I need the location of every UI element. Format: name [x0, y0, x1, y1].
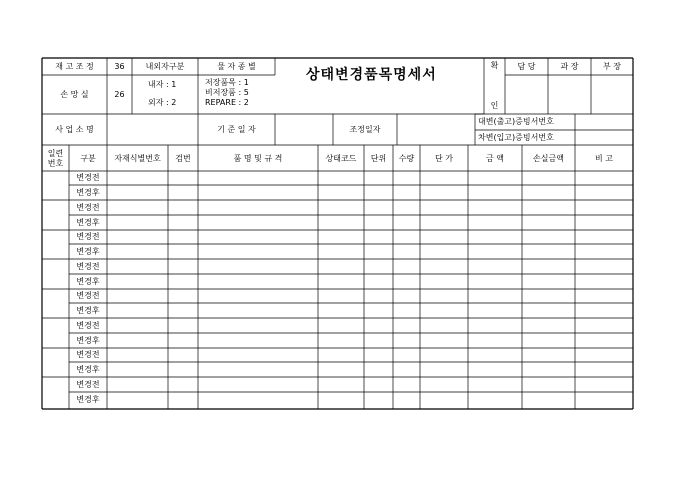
row-label: 변경전 [76, 173, 100, 182]
confirm-label-bottom: 인 [490, 101, 499, 110]
debit-voucher-label: 대변(출고)증빙서번호 [478, 117, 554, 126]
col-status-code: 상태코드 [325, 154, 357, 163]
adjustment-value: 36 [114, 62, 125, 71]
row-label: 변경전 [76, 203, 100, 212]
category-label: 물 자 종 별 [217, 62, 256, 71]
adjust-date-label: 조정일자 [349, 125, 381, 134]
category-code-2: 비저장품 : 5 [205, 88, 249, 97]
foreign-code: 외자 : 2 [148, 98, 177, 107]
category-code-1: 저장품목 : 1 [205, 78, 249, 87]
col-quantity: 수량 [398, 154, 415, 163]
row-label: 변경후 [76, 218, 100, 227]
row-label: 변경전 [76, 380, 100, 389]
col-type: 구분 [80, 154, 96, 163]
domestic-code: 내자 : 1 [148, 80, 177, 89]
origin-label: 내외자구분 [145, 62, 185, 71]
base-date-label: 기 준 일 자 [217, 125, 256, 134]
serial-header-line1: 일련 [47, 149, 64, 158]
loss-value: 26 [114, 90, 125, 99]
approver-director: 부 장 [603, 62, 621, 71]
row-label: 변경전 [76, 232, 100, 241]
category-code-3: REPARE : 2 [205, 98, 249, 107]
col-remarks: 비 고 [595, 154, 613, 163]
col-item-spec: 품 명 및 규 격 [233, 154, 283, 163]
page-title: 상태변경품목명세서 [306, 67, 437, 83]
col-material-id: 자재식별번호 [114, 154, 161, 163]
approver-staff: 담 당 [517, 62, 536, 71]
row-label: 변경전 [76, 262, 100, 271]
col-amount: 금 액 [486, 154, 504, 163]
approver-manager: 과 장 [560, 62, 579, 71]
adjustment-label: 재 고 조 정 [55, 62, 94, 71]
row-label: 변경후 [76, 365, 100, 374]
row-label: 변경후 [76, 247, 100, 256]
col-loss-amount: 손실금액 [533, 154, 564, 163]
col-unit: 단위 [370, 154, 387, 163]
row-label: 변경전 [76, 291, 100, 300]
row-label: 변경전 [76, 350, 100, 359]
row-label: 변경후 [76, 395, 100, 404]
serial-header-line2: 번호 [47, 159, 64, 168]
loss-label: 손 망 실 [60, 90, 89, 99]
row-label: 변경후 [76, 336, 100, 345]
col-unit-price: 단 가 [435, 154, 453, 163]
department-label: 사 업 소 명 [55, 125, 94, 134]
confirm-label-top: 확 [490, 61, 499, 70]
row-label: 변경후 [76, 188, 100, 197]
row-label: 변경후 [76, 277, 100, 286]
row-label: 변경후 [76, 306, 100, 315]
row-label: 변경전 [76, 321, 100, 330]
credit-voucher-label: 차변(입고)증빙서번호 [478, 133, 554, 142]
col-inspection-no: 검번 [175, 154, 191, 163]
